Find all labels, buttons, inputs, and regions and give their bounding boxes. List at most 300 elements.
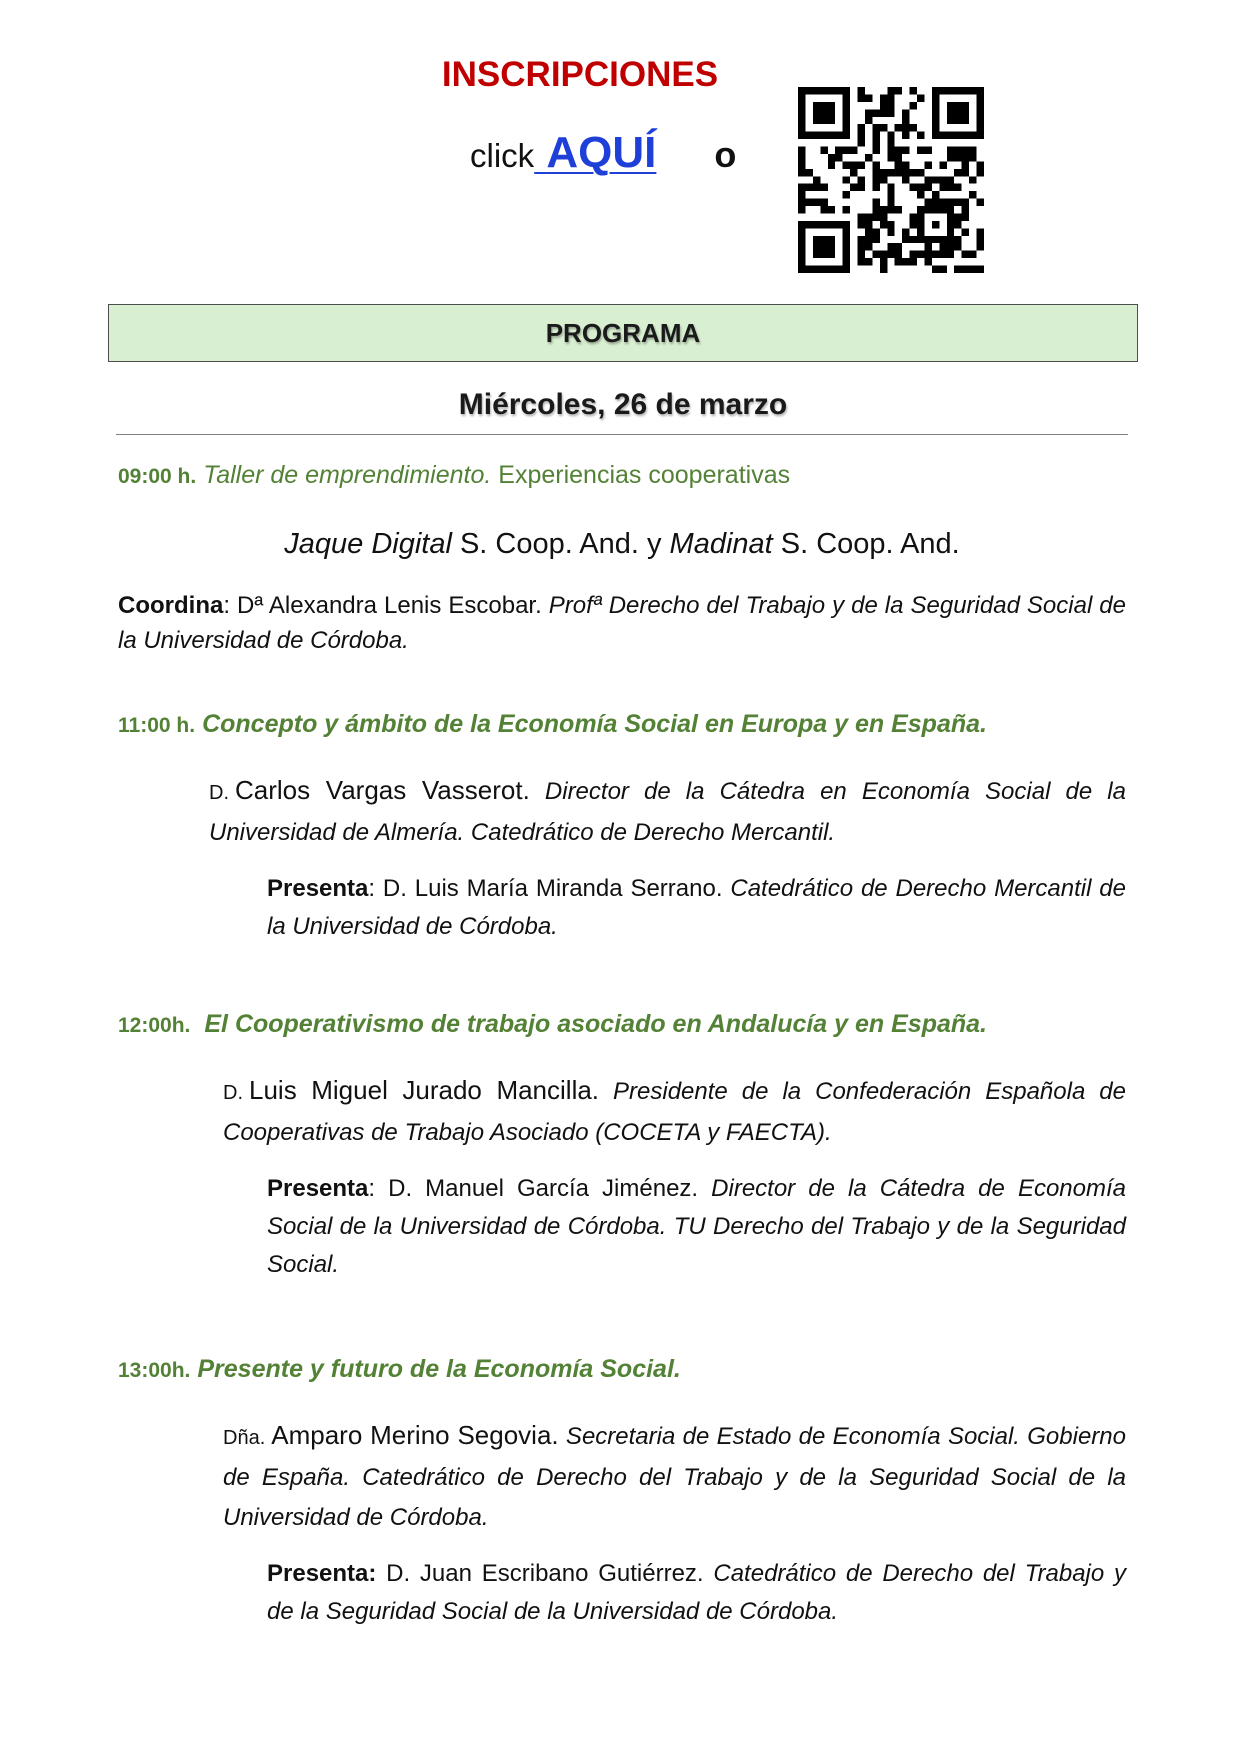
qr-module bbox=[843, 102, 850, 109]
qr-module bbox=[962, 228, 969, 235]
presenter-label: Presenta: bbox=[267, 1560, 377, 1587]
speaker-role: Secretaria de Estado de Economía Social. Gobierno de España. Catedrático de Derecho del Trabajo y de la Seguridad Social de la Universidad de Córdoba. bbox=[223, 1423, 1126, 1531]
qr-module bbox=[813, 221, 820, 228]
qr-module bbox=[962, 132, 969, 139]
qr-module bbox=[880, 109, 887, 116]
qr-module bbox=[917, 147, 924, 154]
qr-module bbox=[872, 236, 879, 243]
qr-module bbox=[805, 266, 812, 273]
speaker-honorific: D. bbox=[209, 782, 229, 804]
speaker-honorific: D. bbox=[223, 1082, 243, 1104]
qr-module bbox=[924, 147, 931, 154]
qr-module bbox=[887, 243, 894, 250]
qr-module bbox=[813, 176, 820, 183]
qr-module bbox=[820, 236, 827, 243]
qr-module bbox=[813, 87, 820, 94]
qr-module bbox=[947, 109, 954, 116]
qr-module bbox=[962, 87, 969, 94]
qr-module bbox=[887, 169, 894, 176]
qr-module bbox=[798, 147, 805, 154]
qr-module bbox=[887, 251, 894, 258]
qr-module bbox=[910, 87, 917, 94]
qr-module bbox=[902, 258, 909, 265]
session-heading bbox=[118, 704, 1126, 748]
qr-module bbox=[969, 147, 976, 154]
registration-link-label: AQUÍ bbox=[546, 128, 657, 177]
session-title: Taller de emprendimiento. bbox=[203, 461, 492, 489]
qr-module bbox=[858, 139, 865, 146]
qr-module bbox=[850, 147, 857, 154]
qr-module bbox=[939, 184, 946, 191]
qr-module bbox=[932, 87, 939, 94]
qr-module bbox=[932, 109, 939, 116]
qr-module bbox=[828, 154, 835, 161]
qr-module bbox=[954, 154, 961, 161]
qr-module bbox=[895, 251, 902, 258]
qr-module bbox=[962, 266, 969, 273]
qr-module bbox=[820, 147, 827, 154]
qr-module bbox=[917, 191, 924, 198]
qr-module bbox=[828, 266, 835, 273]
program-label: PROGRAMA bbox=[545, 317, 701, 348]
qr-module bbox=[843, 94, 850, 101]
presenter-paragraph bbox=[118, 870, 1126, 946]
qr-module bbox=[805, 199, 812, 206]
qr-module bbox=[835, 266, 842, 273]
session-1200 bbox=[118, 1004, 1126, 1284]
cooperative-name: Madinat bbox=[669, 528, 773, 560]
qr-module bbox=[828, 109, 835, 116]
qr-module bbox=[924, 206, 931, 213]
qr-module bbox=[932, 236, 939, 243]
qr-module bbox=[798, 184, 805, 191]
qr-module bbox=[828, 161, 835, 168]
session-1300 bbox=[118, 1349, 1126, 1631]
qr-module bbox=[820, 87, 827, 94]
qr-module bbox=[872, 124, 879, 131]
qr-module bbox=[798, 251, 805, 258]
qr-module bbox=[880, 169, 887, 176]
qr-module bbox=[887, 94, 894, 101]
qr-module bbox=[865, 94, 872, 101]
qr-module bbox=[932, 132, 939, 139]
registration-line bbox=[470, 128, 736, 178]
qr-module bbox=[962, 251, 969, 258]
qr-module bbox=[798, 132, 805, 139]
qr-module bbox=[805, 87, 812, 94]
qr-module bbox=[977, 199, 984, 206]
qr-module bbox=[872, 147, 879, 154]
qr-module bbox=[895, 169, 902, 176]
qr-module bbox=[895, 154, 902, 161]
qr-module bbox=[969, 176, 976, 183]
presenter-paragraph bbox=[118, 1555, 1126, 1631]
qr-module bbox=[887, 132, 894, 139]
qr-module bbox=[858, 161, 865, 168]
qr-module bbox=[954, 213, 961, 220]
qr-module bbox=[932, 124, 939, 131]
speaker-paragraph bbox=[118, 770, 1126, 853]
session-time: 11:00 h. bbox=[118, 714, 196, 737]
qr-module bbox=[843, 266, 850, 273]
cooperative-type: S. Coop. And. bbox=[772, 528, 960, 560]
qr-module bbox=[880, 102, 887, 109]
qr-module bbox=[977, 132, 984, 139]
qr-module bbox=[880, 213, 887, 220]
qr-module bbox=[917, 184, 924, 191]
qr-module bbox=[798, 87, 805, 94]
qr-module bbox=[969, 154, 976, 161]
qr-module bbox=[880, 124, 887, 131]
qr-module bbox=[828, 102, 835, 109]
session-heading bbox=[118, 455, 1126, 499]
qr-module bbox=[932, 221, 939, 228]
heading-divider bbox=[116, 434, 1128, 435]
coordinator-role: Profª Derecho del Trabajo y de la Seguridad Social de la Universidad de Córdoba. bbox=[118, 592, 1126, 654]
qr-module bbox=[865, 236, 872, 243]
qr-module bbox=[843, 228, 850, 235]
qr-module bbox=[858, 132, 865, 139]
qr-module bbox=[850, 184, 857, 191]
qr-module bbox=[880, 258, 887, 265]
speaker-role: Presidente de la Confederación Española de Cooperativas de Trabajo Asociado (COCETA y FAECTA). bbox=[223, 1078, 1126, 1146]
qr-module bbox=[910, 236, 917, 243]
qr-module bbox=[902, 132, 909, 139]
qr-module bbox=[843, 206, 850, 213]
qr-module bbox=[924, 236, 931, 243]
qr-module bbox=[865, 221, 872, 228]
program-banner bbox=[108, 304, 1138, 362]
qr-module bbox=[858, 221, 865, 228]
qr-module bbox=[858, 236, 865, 243]
qr-module bbox=[917, 132, 924, 139]
qr-module bbox=[932, 117, 939, 124]
qr-module bbox=[798, 109, 805, 116]
qr-module bbox=[910, 184, 917, 191]
qr-module bbox=[917, 221, 924, 228]
qr-module bbox=[939, 176, 946, 183]
qr-module bbox=[969, 132, 976, 139]
qr-module bbox=[880, 176, 887, 183]
qr-module bbox=[977, 109, 984, 116]
qr-module bbox=[798, 228, 805, 235]
qr-module bbox=[872, 169, 879, 176]
qr-module bbox=[887, 139, 894, 146]
qr-module bbox=[798, 102, 805, 109]
qr-module bbox=[798, 243, 805, 250]
qr-module bbox=[843, 161, 850, 168]
qr-module bbox=[902, 124, 909, 131]
qr-module bbox=[962, 213, 969, 220]
qr-module bbox=[828, 236, 835, 243]
qr-module bbox=[954, 199, 961, 206]
qr-module bbox=[947, 154, 954, 161]
qr-module bbox=[880, 94, 887, 101]
qr-module bbox=[902, 169, 909, 176]
qr-module bbox=[865, 109, 872, 116]
coordinator-paragraph bbox=[118, 588, 1126, 658]
qr-module bbox=[924, 199, 931, 206]
coordinator-label: Coordina bbox=[118, 592, 224, 619]
qr-module bbox=[962, 161, 969, 168]
presenter-name: : D. Manuel García Jiménez. bbox=[368, 1175, 699, 1202]
qr-module bbox=[798, 191, 805, 198]
qr-module bbox=[947, 176, 954, 183]
qr-module bbox=[813, 266, 820, 273]
presenter-label: Presenta bbox=[267, 875, 369, 902]
qr-module bbox=[805, 221, 812, 228]
presenter-role: Catedrático de Derecho Mercantil de la Universidad de Córdoba. bbox=[267, 875, 1126, 940]
qr-module bbox=[887, 109, 894, 116]
program-content bbox=[118, 455, 1126, 1631]
qr-module bbox=[895, 243, 902, 250]
qr-module bbox=[954, 117, 961, 124]
qr-module bbox=[858, 94, 865, 101]
session-subtitle: Experiencias cooperativas bbox=[491, 461, 791, 489]
qr-module bbox=[820, 109, 827, 116]
qr-code-icon bbox=[798, 87, 984, 273]
qr-module bbox=[910, 102, 917, 109]
inscripciones-title: INSCRIPCIONES bbox=[441, 55, 719, 94]
qr-module bbox=[835, 132, 842, 139]
qr-module bbox=[858, 176, 865, 183]
qr-module bbox=[835, 87, 842, 94]
qr-module bbox=[924, 251, 931, 258]
qr-module bbox=[820, 132, 827, 139]
qr-module bbox=[895, 161, 902, 168]
qr-module bbox=[835, 147, 842, 154]
qr-module bbox=[798, 117, 805, 124]
qr-module bbox=[843, 117, 850, 124]
qr-module bbox=[917, 236, 924, 243]
qr-module bbox=[939, 199, 946, 206]
session-title: El Cooperativismo de trabajo asociado en Andalucía y en España. bbox=[204, 1010, 988, 1038]
session-time: 13:00h. bbox=[118, 1359, 191, 1382]
qr-module bbox=[895, 87, 902, 94]
qr-module bbox=[932, 206, 939, 213]
qr-module bbox=[805, 184, 812, 191]
qr-module bbox=[962, 199, 969, 206]
qr-module bbox=[924, 161, 931, 168]
qr-module bbox=[872, 139, 879, 146]
or-text: o bbox=[714, 134, 737, 175]
qr-module bbox=[828, 251, 835, 258]
qr-module bbox=[820, 251, 827, 258]
qr-module bbox=[947, 184, 954, 191]
qr-module bbox=[947, 87, 954, 94]
day-heading: Miércoles, 26 de marzo bbox=[458, 388, 788, 421]
qr-module bbox=[902, 176, 909, 183]
qr-module bbox=[843, 221, 850, 228]
qr-module bbox=[858, 251, 865, 258]
qr-module bbox=[798, 199, 805, 206]
speaker-name: Carlos Vargas Vasserot. bbox=[235, 775, 530, 805]
qr-module bbox=[880, 266, 887, 273]
qr-module bbox=[977, 87, 984, 94]
qr-module bbox=[887, 102, 894, 109]
qr-module bbox=[850, 169, 857, 176]
session-time: 09:00 h. bbox=[118, 465, 197, 488]
qr-module bbox=[872, 251, 879, 258]
qr-module bbox=[962, 147, 969, 154]
qr-module bbox=[932, 199, 939, 206]
speaker-honorific: Dña. bbox=[223, 1427, 266, 1449]
qr-module bbox=[917, 206, 924, 213]
qr-module bbox=[954, 221, 961, 228]
qr-module bbox=[977, 228, 984, 235]
qr-module bbox=[843, 124, 850, 131]
click-text: click bbox=[470, 137, 535, 174]
qr-module bbox=[858, 124, 865, 131]
qr-module bbox=[813, 184, 820, 191]
qr-module bbox=[902, 109, 909, 116]
qr-module bbox=[858, 213, 865, 220]
qr-module bbox=[910, 124, 917, 131]
qr-module bbox=[954, 243, 961, 250]
qr-module bbox=[954, 147, 961, 154]
qr-module bbox=[798, 124, 805, 131]
cooperative-name: Jaque Digital bbox=[284, 528, 452, 560]
qr-module bbox=[954, 132, 961, 139]
qr-module bbox=[932, 102, 939, 109]
qr-module bbox=[872, 109, 879, 116]
qr-module bbox=[887, 147, 894, 154]
qr-module bbox=[962, 109, 969, 116]
qr-module bbox=[887, 206, 894, 213]
qr-module bbox=[872, 213, 879, 220]
qr-module bbox=[887, 87, 894, 94]
qr-module bbox=[828, 243, 835, 250]
speaker-paragraph bbox=[118, 1415, 1126, 1538]
qr-module bbox=[828, 206, 835, 213]
qr-module bbox=[880, 221, 887, 228]
qr-module bbox=[947, 102, 954, 109]
qr-module bbox=[805, 132, 812, 139]
qr-module bbox=[917, 251, 924, 258]
session-time: 12:00h. bbox=[118, 1014, 191, 1037]
qr-module bbox=[910, 213, 917, 220]
qr-module bbox=[798, 266, 805, 273]
qr-module bbox=[813, 243, 820, 250]
qr-module bbox=[917, 213, 924, 220]
qr-module bbox=[872, 176, 879, 183]
qr-module bbox=[813, 236, 820, 243]
qr-module bbox=[820, 117, 827, 124]
qr-module bbox=[865, 154, 872, 161]
presenter-paragraph bbox=[118, 1170, 1126, 1284]
qr-module bbox=[813, 251, 820, 258]
qr-module bbox=[887, 191, 894, 198]
qr-module bbox=[939, 266, 946, 273]
qr-module bbox=[962, 169, 969, 176]
qr-module bbox=[880, 206, 887, 213]
qr-module bbox=[858, 243, 865, 250]
qr-module bbox=[924, 184, 931, 191]
presenter-label: Presenta bbox=[267, 1175, 369, 1202]
cooperative-type: S. Coop. And. y bbox=[451, 528, 670, 560]
qr-module bbox=[858, 184, 865, 191]
qr-module bbox=[910, 169, 917, 176]
qr-module bbox=[939, 87, 946, 94]
qr-module bbox=[820, 206, 827, 213]
qr-module bbox=[969, 266, 976, 273]
presenter-name: D. Juan Escribano Gutiérrez. bbox=[376, 1560, 704, 1587]
speaker-name: Amparo Merino Segovia. bbox=[271, 1420, 559, 1450]
qr-module bbox=[895, 206, 902, 213]
qr-module bbox=[902, 117, 909, 124]
qr-module bbox=[820, 102, 827, 109]
qr-module bbox=[902, 161, 909, 168]
qr-module bbox=[820, 266, 827, 273]
qr-module bbox=[939, 243, 946, 250]
qr-module bbox=[924, 258, 931, 265]
qr-module bbox=[910, 221, 917, 228]
session-title: Concepto y ámbito de la Economía Social en Europa y en España. bbox=[202, 710, 987, 738]
qr-module bbox=[954, 87, 961, 94]
qr-module bbox=[977, 94, 984, 101]
qr-module bbox=[865, 117, 872, 124]
qr-module bbox=[843, 251, 850, 258]
qr-module bbox=[820, 184, 827, 191]
qr-module bbox=[977, 236, 984, 243]
qr-module bbox=[962, 154, 969, 161]
speaker-name: Luis Miguel Jurado Mancilla. bbox=[249, 1075, 600, 1105]
qr-module bbox=[895, 124, 902, 131]
qr-module bbox=[887, 184, 894, 191]
qr-module bbox=[843, 236, 850, 243]
qr-module bbox=[924, 243, 931, 250]
qr-module bbox=[910, 258, 917, 265]
speaker-paragraph bbox=[118, 1070, 1126, 1153]
qr-module bbox=[798, 206, 805, 213]
qr-module bbox=[969, 191, 976, 198]
qr-module bbox=[954, 109, 961, 116]
qr-module bbox=[917, 228, 924, 235]
session-title: Presente y futuro de la Economía Social. bbox=[197, 1355, 681, 1383]
qr-module bbox=[887, 228, 894, 235]
qr-module bbox=[843, 132, 850, 139]
qr-module bbox=[932, 266, 939, 273]
qr-module bbox=[813, 117, 820, 124]
presenter-role: Director de la Cátedra de Economía Social de la Universidad de Córdoba. TU Derecho del Trabajo y de la Seguridad Social. bbox=[267, 1175, 1126, 1278]
link-space bbox=[534, 128, 546, 177]
qr-module bbox=[813, 132, 820, 139]
qr-module bbox=[865, 213, 872, 220]
session-1100 bbox=[118, 704, 1126, 946]
qr-module bbox=[932, 176, 939, 183]
registration-link[interactable] bbox=[534, 128, 656, 178]
qr-module bbox=[939, 251, 946, 258]
qr-module bbox=[872, 199, 879, 206]
qr-module bbox=[947, 251, 954, 258]
qr-module bbox=[939, 236, 946, 243]
qr-module bbox=[902, 228, 909, 235]
qr-module bbox=[798, 161, 805, 168]
session-0900 bbox=[118, 455, 1126, 658]
qr-module bbox=[820, 243, 827, 250]
qr-module bbox=[932, 191, 939, 198]
qr-module bbox=[947, 221, 954, 228]
cooperatives-line bbox=[118, 524, 1126, 564]
qr-module bbox=[954, 184, 961, 191]
qr-module bbox=[798, 258, 805, 265]
qr-module bbox=[887, 221, 894, 228]
qr-module bbox=[962, 102, 969, 109]
qr-module bbox=[843, 176, 850, 183]
qr-module bbox=[872, 132, 879, 139]
qr-module bbox=[813, 199, 820, 206]
qr-module bbox=[887, 199, 894, 206]
